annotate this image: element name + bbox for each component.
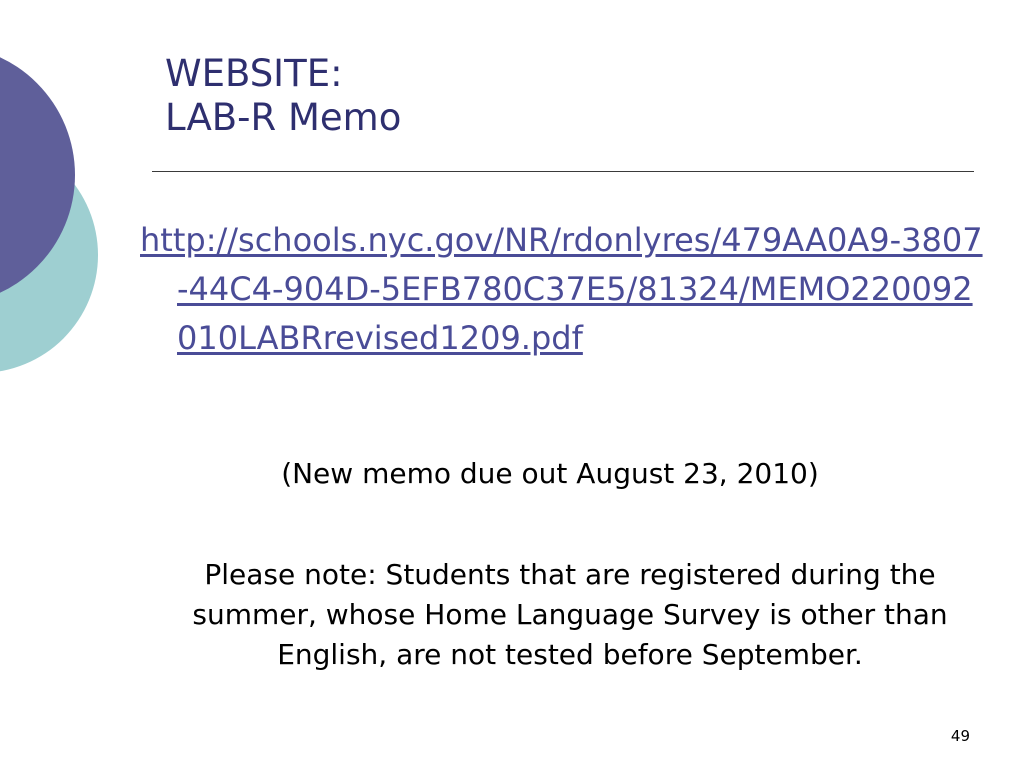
title-line-memo: LAB-R Memo (165, 96, 402, 139)
decorative-circles (0, 0, 120, 420)
slide-title (165, 52, 401, 140)
memo-due-date-note: (New memo due out August 23, 2010) (281, 457, 819, 490)
page-number: 49 (950, 727, 970, 745)
title-line-website: WEBSITE: (165, 52, 343, 95)
title-divider (152, 171, 974, 172)
memo-link[interactable]: http://schools.nyc.gov/NR/rdonlyres/479AA0A9-3807-44C4-904D-5EFB780C37E5/81324/MEMO220092010LABRrevised1209.pdf (140, 221, 983, 357)
registration-note: Please note: Students that are registered during the summer, whose Home Language Survey is other than English, are not tested before September. (192, 558, 948, 671)
